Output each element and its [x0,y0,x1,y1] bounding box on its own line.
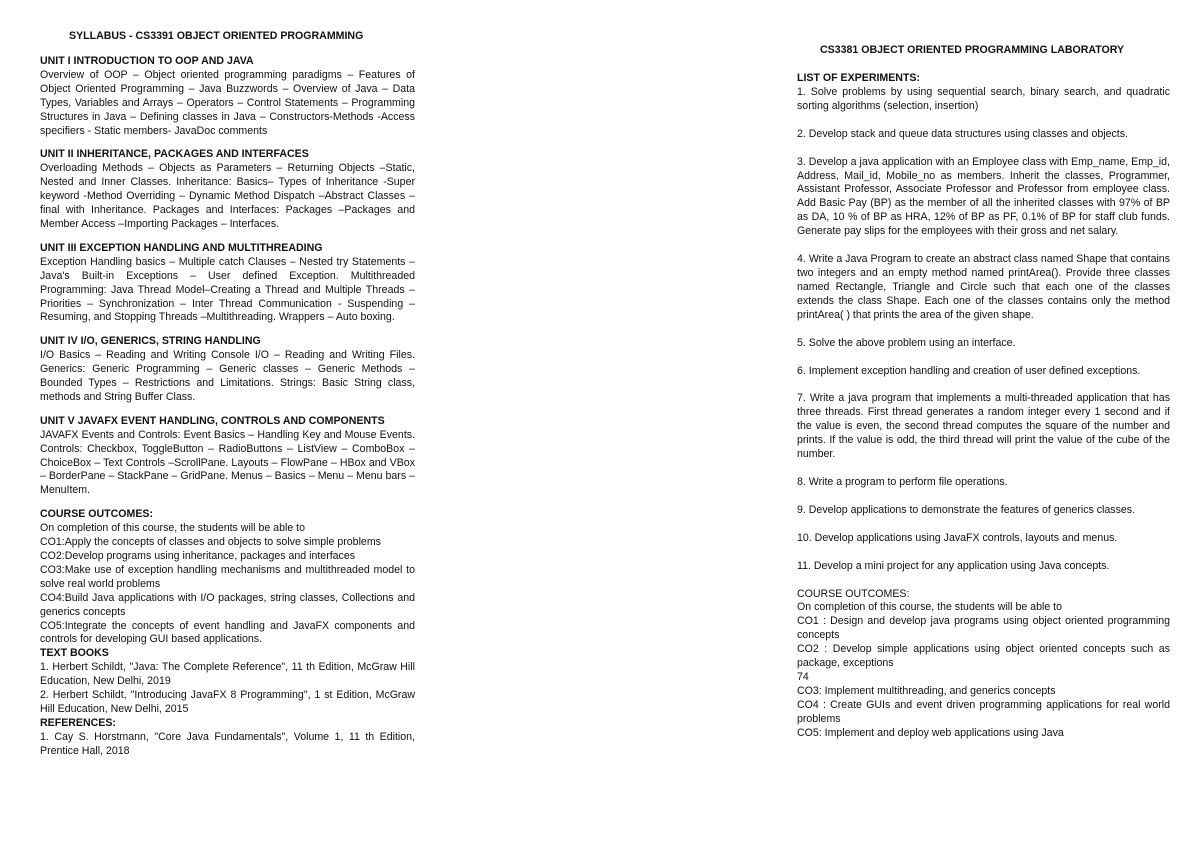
outcome-line: CO3:Make use of exception handling mechanisms and multithreaded model to solve real world problems [40,563,415,590]
experiment-item: 11. Develop a mini project for any application using Java concepts. [797,559,1110,572]
experiment-item: 9. Develop applications to demonstrate the features of generics classes. [797,503,1136,516]
unit-body: JAVAFX Events and Controls: Event Basics – Handling Key and Mouse Events. Controls: Checkbox, ToggleButton – RadioButtons – ListView – ComboBox – ChoiceBox – Text Controls –ScrollPane. Layouts – FlowPane – HBox and VBox – BorderPane – StackPane – GridPane. Menus – Basics – Menu – Menu bars – MenuItem. [40,428,415,497]
experiments-section [797,72,1170,741]
unit-heading: UNIT IV I/O, GENERICS, STRING HANDLING [40,335,261,348]
outcome-line: On completion of this course, the students will be able to [40,522,305,535]
unit-body: Overloading Methods – Objects as Parameters – Returning Objects –Static, Nested and Inner Classes. Inheritance: Basics– Types of Inheritance -Super keyword -Method Overriding – Dynamic Method Dispatch –Abstract Classes – final with Inheritance. Packages and Interfaces: Packages –Packages and Member Access –Importing Packages – Interfaces. [40,162,415,230]
unit-heading: UNIT V JAVAFX EVENT HANDLING, CONTROLS AND COMPONENTS [40,414,385,427]
text-books [40,647,415,717]
experiment-item: 2. Develop stack and queue data structures using classes and objects. [797,127,1128,140]
unit-2 [40,148,415,231]
outcome-line: CO5:Integrate the concepts of event handling and JavaFX components and controls for developing GUI based applications. [40,619,415,646]
unit-heading: UNIT II INHERITANCE, PACKAGES AND INTERFACES [40,148,309,161]
experiment-item: 1. Solve problems by using sequential search, binary search, and quadratic sorting algorithms (selection, insertion) [797,85,1170,112]
unit-4 [40,335,415,405]
outcome-line: CO4:Build Java applications with I/O packages, string classes, Collections and generics concepts [40,591,415,618]
unit-heading: UNIT I INTRODUCTION TO OOP AND JAVA [40,55,254,67]
experiment-item: 10. Develop applications using JavaFX controls, layouts and menus. [797,531,1118,544]
syllabus-title: SYLLABUS - CS3391 OBJECT ORIENTED PROGRAMMING [69,30,364,42]
course-outcomes [40,508,415,647]
course-outcomes-heading: COURSE OUTCOMES: [40,508,154,521]
outcome-line: CO1 : Design and develop java programs using object oriented programming concepts [797,615,1170,642]
unit-3 [40,242,415,325]
references [40,717,415,759]
unit-5 [40,415,415,498]
outcome-line: CO5: Implement and deploy web applications using Java [797,726,1064,739]
outcome-line: CO4 : Create GUIs and event driven programming applications for real world problems [797,698,1170,725]
text-books-heading: TEXT BOOKS [40,647,109,660]
unit-body: Overview of OOP – Object oriented programming paradigms – Features of Object Oriented Programming – Java Buzzwords – Overview of Java – Data Types, Variables and Arrays – Operators – Control Statements – Programming Structures in Java – Defining classes in Java – Constructors-Methods -Access specifiers - Static members- JavaDoc comments [40,68,415,137]
experiment-item: 6. Implement exception handling and creation of user defined exceptions. [797,364,1141,377]
references-heading: REFERENCES: [40,716,116,729]
experiment-item: 5. Solve the above problem using an interface. [797,336,1016,349]
laboratory-title: CS3381 OBJECT ORIENTED PROGRAMMING LABORATORY [820,44,1125,56]
text-book-entry: 1. Herbert Schildt, "Java: The Complete Reference", 11 th Edition, McGraw Hill Education, New Delhi, 2019 [40,661,415,688]
outcome-line: CO1:Apply the concepts of classes and objects to solve simple problems [40,536,381,549]
text-book-entry: 2. Herbert Schildt, "Introducing JavaFX 8 Programming", 1 st Edition, McGraw Hill Education, New Delhi, 2015 [40,689,415,715]
unit-1 [40,55,415,138]
outcome-line: CO3: Implement multithreading, and generics concepts [797,684,1056,697]
lab-outcomes-heading: COURSE OUTCOMES: [797,587,910,600]
outcome-line: CO2 : Develop simple applications using object oriented concepts such as package, exceptions [797,643,1170,670]
unit-body: Exception Handling basics – Multiple catch Clauses – Nested try Statements – Java's Built-in Exceptions – User defined Exception. Multithreaded Programming: Java Thread Model–Creating a Thread and Multiple Threads – Priorities – Synchronization – Inter Thread Communication - Suspending –Resuming, and Stopping Threads –Multithreading. Wrappers – Auto boxing. [40,255,415,324]
lab-course-outcomes [797,588,1170,741]
experiment-item: 7. Write a java program that implements a multi-threaded application that has three threads. First thread generates a random integer every 1 second and if the value is even, the second thread computes the square of the number and prints. If the value is odd, the third thread will print the value of the cube of the number. [797,392,1170,461]
syllabus-units [40,55,415,759]
experiments-heading: LIST OF EXPERIMENTS: [797,72,921,84]
outcome-line: CO2:Develop programs using inheritance, packages and interfaces [40,550,356,562]
experiment-item: 3. Develop a java application with an Employee class with Emp_name, Emp_id, Address, Mail_id, Mobile_no as members. Inherit the classes, Programmer, Assistant Professor, Associate Professor and Professor from employee class. Add Basic Pay (BP) as the member of all the inherited classes with 97% of BP as DA, 10 % of BP as HRA, 12% of BP as PF, 0.1% of BP for staff club funds. Generate pay slips for the employees with their gross and net salary. [797,155,1170,238]
experiment-item: 8. Write a program to perform file operations. [797,475,1008,488]
experiment-item: 4. Write a Java Program to create an abstract class named Shape that contains two integers and an empty method named printArea(). Provide three classes named Rectangle, Triangle and Circle such that each one of the classes extends the class Shape. Each one of the classes contains only the method printArea( ) that prints the area of the given shape. [797,253,1170,321]
page-number: 74 [797,671,809,683]
unit-heading: UNIT III EXCEPTION HANDLING AND MULTITHREADING [40,241,323,254]
outcome-line: On completion of this course, the students will be able to [797,601,1062,614]
reference-entry: 1. Cay S. Horstmann, "Core Java Fundamentals", Volume 1, 11 th Edition, Prentice Hall, 2018 [40,730,415,757]
unit-body: I/O Basics – Reading and Writing Console I/O – Reading and Writing Files. Generics: Generic Programming – Generic classes – Generic Methods – Bounded Types – Restrictions and Limitations. Strings: Basic String class, methods and String Buffer Class. [40,349,415,403]
